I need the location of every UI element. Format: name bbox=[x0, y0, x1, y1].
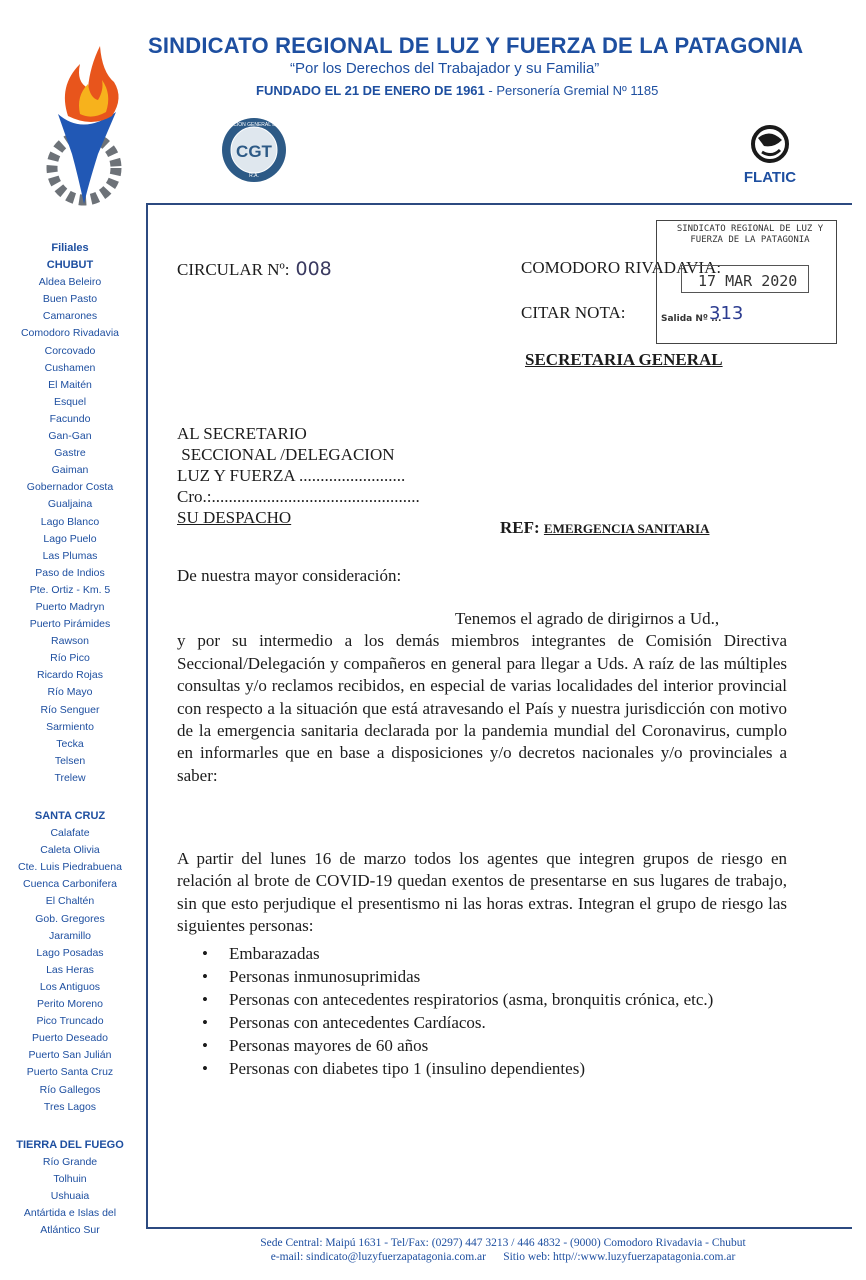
branch-item: Gualjaina bbox=[47, 498, 93, 511]
branch-item: Corcovado bbox=[44, 344, 96, 357]
branch-item: Gob. Gregores bbox=[35, 912, 105, 925]
union-flame-gear-logo bbox=[28, 36, 144, 212]
branch-item: Aldea Beleiro bbox=[38, 276, 102, 289]
branch-item: Tolhuin bbox=[53, 1172, 87, 1185]
branch-item: Facundo bbox=[49, 412, 91, 425]
branch-item: Caleta Olivia bbox=[40, 844, 100, 857]
founded-line bbox=[256, 83, 658, 98]
branch-item: Comodoro Rivadavia bbox=[20, 327, 120, 340]
branch-item: Río Mayo bbox=[47, 686, 93, 699]
risk-group-list bbox=[202, 942, 792, 1080]
list-item-text: Personas con antecedentes respiratorios (asma, bronquitis crónica, etc.) bbox=[229, 990, 714, 1009]
list-item bbox=[202, 1034, 792, 1057]
flatic-logo bbox=[734, 118, 804, 188]
org-name: SINDICATO REGIONAL DE LUZ Y FUERZA DE LA PATAGONIA bbox=[148, 33, 804, 58]
branch-item: Puerto Santa Cruz bbox=[26, 1066, 114, 1079]
org-motto: “Por los Derechos del Trabajador y su Familia” bbox=[290, 60, 600, 77]
branches-sidebar bbox=[0, 240, 140, 1239]
branch-item: Pico Truncado bbox=[36, 1015, 104, 1028]
branch-item: Ricardo Rojas bbox=[37, 669, 103, 682]
branch-item: Lago Blanco bbox=[40, 515, 100, 528]
stamp-org-line1: SINDICATO REGIONAL DE LUZ Y bbox=[676, 224, 824, 234]
citar-nota-label: CITAR NOTA: bbox=[521, 303, 626, 322]
branch-item: El Chaltén bbox=[45, 895, 95, 908]
branch-item: Cushamen bbox=[44, 361, 96, 374]
branches-title: Filiales bbox=[51, 242, 89, 254]
branch-item: Trelew bbox=[54, 771, 86, 784]
bullet-icon: • bbox=[202, 944, 208, 963]
group-gap bbox=[0, 1116, 140, 1137]
list-item-text: Personas mayores de 60 años bbox=[229, 1036, 429, 1055]
branch-item: Río Pico bbox=[50, 652, 90, 665]
branch-item: Telsen bbox=[54, 754, 86, 767]
cgt-small-text: R.A. bbox=[249, 173, 259, 179]
branch-item: Los Antiguos bbox=[39, 980, 101, 993]
circular-number: 008 bbox=[295, 258, 332, 280]
branch-item: Calafate bbox=[50, 827, 90, 840]
stamp-org-line2: FUERZA DE LA PATAGONIA bbox=[690, 235, 810, 245]
bullet-icon: • bbox=[202, 967, 208, 986]
branch-item: Tecka bbox=[56, 737, 84, 750]
branch-item: Puerto Pirámides bbox=[29, 618, 111, 631]
list-item bbox=[202, 1057, 792, 1080]
list-item-text: Personas con antecedentes Cardíacos. bbox=[229, 1013, 486, 1032]
ref-label: REF: bbox=[500, 518, 540, 537]
stamp-org bbox=[665, 224, 835, 246]
top-rule bbox=[146, 203, 852, 205]
branch-item: Perito Moreno bbox=[37, 998, 103, 1011]
branch-item: Jaramillo bbox=[48, 929, 91, 942]
paragraph-intro-first: Tenemos el agrado de dirigirnos a Ud., bbox=[455, 609, 720, 628]
branch-group-name: TIERRA DEL FUEGO bbox=[16, 1138, 124, 1151]
branch-item: Esquel bbox=[53, 395, 87, 408]
branch-item: Las Plumas bbox=[42, 549, 98, 562]
branch-item: Puerto Deseado bbox=[32, 1032, 108, 1045]
branch-item: Tres Lagos bbox=[43, 1100, 97, 1113]
branch-item: Lago Posadas bbox=[36, 946, 104, 959]
branch-item: Antártida e Islas del bbox=[23, 1207, 117, 1220]
ref-value: EMERGENCIA SANITARIA bbox=[543, 521, 710, 536]
branch-item: Atlántico Sur bbox=[40, 1224, 100, 1237]
branch-item: Río Grande bbox=[42, 1155, 98, 1168]
bullet-icon: • bbox=[202, 1013, 208, 1032]
list-item-text: Personas inmunosuprimidas bbox=[229, 967, 421, 986]
branch-item: Puerto San Julián bbox=[28, 1049, 112, 1062]
branch-item: Sarmiento bbox=[46, 720, 94, 733]
branch-item: Las Heras bbox=[46, 963, 94, 976]
received-stamp bbox=[656, 220, 837, 344]
bullet-icon: • bbox=[202, 990, 208, 1009]
stamp-salida-number: 313 bbox=[709, 303, 744, 324]
branch-item: Pte. Ortiz - Km. 5 bbox=[29, 583, 111, 596]
branch-item: Camarones bbox=[42, 310, 98, 323]
footer-address: Sede Central: Maipú 1631 - Tel/Fax: (0297) 447 3213 / 446 4832 - (9000) Comodoro Rivadavia - Chubut bbox=[260, 1237, 746, 1249]
address-block bbox=[177, 423, 420, 528]
flatic-text: FLATIC bbox=[743, 169, 797, 186]
branch-item: Gobernador Costa bbox=[26, 481, 114, 494]
branch-item: Gastre bbox=[54, 447, 86, 460]
branch-item: Cuenca Carbonifera bbox=[23, 878, 117, 891]
address-line: AL SECRETARIO bbox=[177, 424, 307, 443]
list-item bbox=[202, 965, 792, 988]
footer-contact bbox=[150, 1236, 856, 1264]
circular-label: CIRCULAR Nº: bbox=[177, 260, 290, 279]
branch-item: El Maitén bbox=[48, 378, 92, 391]
bullet-icon: • bbox=[202, 1036, 208, 1055]
list-item-text: Embarazadas bbox=[229, 944, 320, 963]
group-gap bbox=[0, 787, 140, 808]
left-rule bbox=[146, 203, 148, 1228]
address-line: SU DESPACHO bbox=[177, 508, 292, 527]
branch-group-name: SANTA CRUZ bbox=[34, 810, 106, 822]
city-label: COMODORO RIVADAVIA: bbox=[521, 258, 722, 277]
branch-item: Buen Pasto bbox=[42, 293, 98, 306]
branch-item: Cte. Luis Piedrabuena bbox=[18, 861, 122, 874]
stamp-salida-label: Salida Nº ... bbox=[661, 314, 722, 324]
address-line: Cro.:................................................. bbox=[177, 487, 420, 506]
stamp-date: 17 MAR 2020 bbox=[681, 265, 809, 293]
list-item bbox=[202, 1011, 792, 1034]
branch-item: Paso de Indios bbox=[35, 566, 105, 579]
department-title: SECRETARIA GENERAL bbox=[525, 350, 723, 369]
list-item bbox=[202, 988, 792, 1011]
branch-item: Puerto Madryn bbox=[35, 600, 105, 613]
branches-groups bbox=[0, 257, 140, 1239]
branch-item: Gaiman bbox=[51, 464, 89, 477]
paragraph-intro bbox=[177, 608, 787, 787]
address-line: SECCIONAL /DELEGACION bbox=[177, 445, 395, 464]
footer-web: e-mail: sindicato@luzyfuerzapatagonia.com.ar Sitio web: http//:www.luzyfuerzapatagonia.com.ar bbox=[270, 1251, 736, 1263]
list-item bbox=[202, 942, 792, 965]
branch-item: Río Gallegos bbox=[39, 1083, 101, 1096]
address-line: LUZ Y FUERZA ......................... bbox=[177, 466, 406, 485]
bullet-icon: • bbox=[202, 1059, 208, 1078]
branch-item: Gan-Gan bbox=[48, 430, 92, 443]
list-item-text: Personas con diabetes tipo 1 (insulino dependientes) bbox=[229, 1059, 585, 1078]
circular-line bbox=[177, 258, 332, 280]
cgt-center-text: CGT bbox=[236, 142, 272, 161]
personeria: - Personería Gremial Nº 1185 bbox=[484, 83, 659, 98]
branch-item: Lago Puelo bbox=[43, 532, 97, 545]
branch-item: Ushuaia bbox=[50, 1189, 90, 1202]
bottom-rule bbox=[146, 1227, 852, 1229]
founded-date: FUNDADO EL 21 DE ENERO DE 1961 bbox=[256, 83, 485, 98]
branch-item: Rawson bbox=[51, 635, 89, 648]
cgt-seal-logo bbox=[201, 116, 307, 184]
paragraph-intro-rest: y por su intermedio a los demás miembros integrantes de Comisión Directiva Seccional/Delegación y compañeros en general para llegar a Uds. A raíz de las múltiples consultas y/o reclamos recibidos, en especial de varias localidades del interior provincial con respecto a la situación que está atravesando el País y nuestra jurisdicción con motivo de la emergencia sanitaria declarada por la pandemia mundial del Coronavirus, cumplo en informarles que en base a disposiciones y/o decretos nacionales y/o provinciales a saber: bbox=[177, 631, 787, 785]
branch-item: Río Senguer bbox=[40, 703, 100, 716]
branch-group-name: CHUBUT bbox=[46, 259, 94, 272]
cgt-ring-text: CONFEDERACION GENERAL DEL TRABAJO bbox=[201, 122, 307, 128]
paragraph-risk-groups: A partir del lunes 16 de marzo todos los agentes que integren grupos de riesgo en relación al brote de COVID-19 quedan exentos de presentarse en sus lugares de trabajo, sin que esto perjudique el presentismo ni las horas extras. Integran el grupo de riesgo las siguientes personas: bbox=[177, 849, 787, 936]
reference-line bbox=[500, 518, 709, 538]
salutation: De nuestra mayor consideración: bbox=[177, 566, 402, 585]
